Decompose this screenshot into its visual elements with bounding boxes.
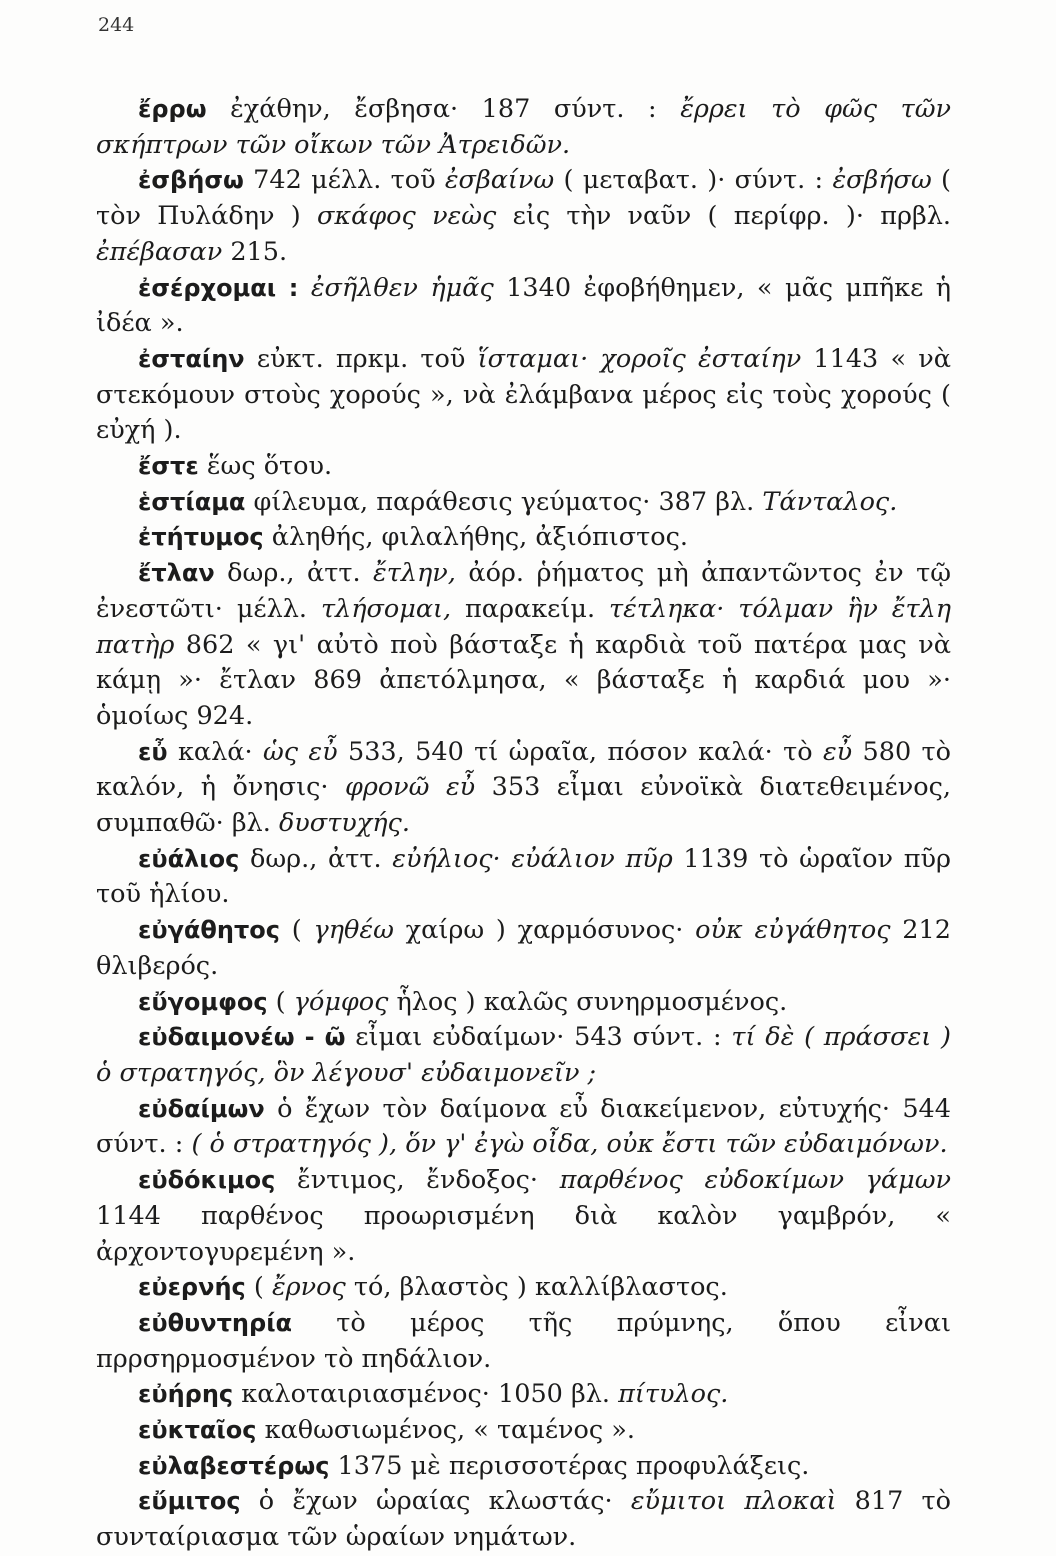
entry-citation: ἵσταμαι· χοροῖς ἐσταίην — [477, 343, 802, 374]
entry-definition: φίλευμα, παράθεσις γεύματος· 387 βλ. — [245, 486, 763, 517]
entry-lemma: ἔρρω — [138, 95, 207, 123]
entry-definition: τὸ μέρος τῆς πρύμνης, ὅπου εἶναι πρρσηρμοσμένον τὸ πηδάλιον. — [96, 1307, 951, 1374]
entry-citation: εὔμιτοι πλοκαὶ — [630, 1486, 837, 1517]
entry-citation: σκάφος νεὼς — [316, 201, 497, 232]
entry-definition: 353 εἶμαι εὐνοϊκὰ διατεθειμένος, συμπαθῶ· βλ. — [96, 772, 951, 839]
dictionary-entry — [96, 985, 951, 1021]
entry-definition: εὐκτ. πρκμ. τοῦ — [244, 343, 478, 374]
entry-definition: ἀληθής, φιλαλήθης, ἀξιόπιστος. — [263, 522, 688, 553]
entry-definition: καθωσιωμένος, « ταμένος ». — [256, 1415, 636, 1446]
entry-citation: ἔτλην, — [373, 558, 456, 589]
entry-citation: ἐσβήσω — [832, 165, 932, 196]
entry-definition: ( — [280, 915, 314, 946]
entry-lemma: ἐσβήσω — [138, 166, 244, 195]
dictionary-entry — [96, 1449, 951, 1485]
page-number: 244 — [98, 14, 135, 36]
entry-definition: τό, βλαστὸς ) καλλίβλαστος. — [345, 1272, 728, 1303]
entry-lemma: ἐτήτυμος — [138, 523, 264, 552]
entry-definition: καλοταιριασμένος· 1050 βλ. — [233, 1379, 619, 1410]
entry-lemma: ἔστε — [138, 452, 199, 481]
entry-lemma: εὖ — [138, 737, 168, 766]
entry-lemma: εὐερνής — [138, 1273, 246, 1302]
entry-definition: 212 θλιβερός. — [96, 915, 951, 981]
entry-lemma: εὐδόκιμος — [138, 1166, 276, 1195]
dictionary-entry — [96, 1484, 951, 1555]
entry-lemma: εὔμιτος — [138, 1487, 241, 1516]
entry-citation: τλήσομαι, — [320, 593, 452, 624]
dictionary-entry — [96, 449, 951, 485]
entry-definition: δωρ., ἀττ. — [239, 843, 393, 874]
entry-definition: ἐχάθην, ἔσβησα· 187 σύντ. : — [206, 94, 681, 124]
dictionary-entry — [96, 1020, 951, 1091]
entry-definition: 742 μέλλ. τοῦ — [243, 165, 445, 196]
entry-citation: τέτληκα· τόλμαν ἣν ἔτλη πατὴρ — [96, 593, 951, 660]
entry-citation: πίτυλος. — [618, 1379, 729, 1410]
entry-citation: δυστυχής. — [278, 808, 410, 839]
entry-citation: τί δὲ ( πράσσει ) ὁ στρατηγός, ὃν λέγουσ' εὐδαιμονεῖν ; — [96, 1022, 952, 1088]
entry-citation: εὐήλιος· εὐάλιον πῦρ — [392, 843, 673, 874]
entry-citation: οὐκ εὐγάθητος — [695, 915, 891, 946]
entry-lemma: εὐήρης — [138, 1380, 234, 1409]
dictionary-entry — [96, 1413, 951, 1449]
dictionary-entry — [96, 92, 951, 163]
entry-definition: 580 τὸ καλόν, ἡ ὄνησις· — [96, 736, 951, 803]
entry-definition — [298, 273, 310, 303]
entry-definition: ὁ ἔχων ὡραίας κλωστάς· — [240, 1486, 631, 1517]
entry-lemma: εὐδαίμων — [138, 1094, 265, 1123]
dictionary-entry — [96, 735, 951, 842]
entry-lemma: εὐκταῖος — [138, 1416, 257, 1445]
dictionary-entry — [96, 1163, 951, 1270]
entry-lemma: ἔτλαν — [138, 559, 215, 588]
entry-citation: γόμφος — [293, 986, 389, 1017]
entry-definition: ἧλος ) καλῶς συνηρμοσμένος. — [388, 986, 788, 1017]
entry-definition: δωρ., ἀττ. — [214, 558, 374, 589]
entry-definition: χαίρω ) χαρμόσυνος· — [393, 915, 696, 946]
entry-lemma: ἑστίαμα — [138, 487, 246, 516]
entry-lemma: εὐδαιμονέω - ῶ — [138, 1023, 346, 1052]
entry-citation: ἔρνος — [271, 1272, 346, 1303]
entry-lemma: εὐγάθητος — [138, 916, 281, 945]
entry-list — [96, 92, 951, 1556]
entry-definition: ( — [245, 1272, 272, 1303]
entry-definition: 1139 τὸ ὡραῖον πῦρ τοῦ ἡλίου. — [96, 843, 951, 910]
entry-definition: ἕως ὅτου. — [198, 451, 333, 482]
entry-definition: 817 τὸ συνταίριασμα τῶν ὡραίων νημάτων. — [96, 1486, 951, 1553]
entry-definition: 862 « γι' αὐτὸ ποὺ βάσταξε ἡ καρδιὰ τοῦ πατέρα μας νὰ κάμῃ »· ἔτλαν 869 ἀπετόλμησα, « βάσταξε ἡ καρδιά μου »· ὁμοίως 924. — [96, 629, 951, 731]
entry-definition: 215. — [222, 236, 288, 267]
entry-definition: ὁ ἔχων τὸν δαίμονα εὖ διακείμενον, εὐτυχής· 544 σύντ. : — [96, 1093, 951, 1160]
entry-definition: ( μεταβατ. )· σύντ. : — [554, 165, 833, 196]
dictionary-entry — [96, 842, 951, 913]
dictionary-entry — [96, 913, 951, 984]
dictionary-entry — [96, 342, 951, 449]
entry-definition: παρακείμ. — [451, 593, 609, 624]
dictionary-entry — [96, 485, 951, 521]
entry-lemma: εὐάλιος — [138, 844, 240, 873]
entry-lemma: εὐλαβεστέρως — [138, 1451, 330, 1480]
entry-lemma: ἐσέρχομαι : — [138, 273, 299, 302]
entry-definition: 1144 παρθένος προωρισμένη διὰ καλὸν γαμβρόν, « ἀρχοντογυρεμένη ». — [96, 1200, 951, 1267]
entry-definition: εἶμαι εὐδαίμων· 543 σύντ. : — [345, 1022, 732, 1053]
dictionary-entry — [96, 1092, 951, 1163]
entry-lemma: ἐσταίην — [138, 344, 245, 373]
entry-citation: Τάνταλος. — [762, 486, 898, 517]
entry-citation: ἐπέβασαν — [96, 236, 223, 267]
entry-definition: 1143 « νὰ στεκόμουν στοὺς χορούς », νὰ ἐλάμβανα μέρος εἰς τοὺς χορούς ( εὐχή ). — [96, 343, 951, 446]
dictionary-entry — [96, 1270, 951, 1306]
entry-citation: παρθένος εὐδοκίμων γάμων — [559, 1165, 951, 1196]
entry-definition: εἰς τὴν ναῦν ( περίφρ. )· πρβλ. — [496, 201, 951, 232]
entry-citation: εὖ — [822, 736, 853, 767]
entry-definition: ἔντιμος, ἔνδοξος· — [275, 1165, 560, 1196]
entry-definition: ἀόρ. ῥήματος μὴ ἀπαντῶντος ἐν τῷ ἐνεστῶτι· μέλλ. — [96, 558, 951, 624]
dictionary-entry — [96, 163, 951, 270]
dictionary-entry — [96, 1377, 951, 1413]
entry-definition: 1340 ἐφοβήθημεν, « μᾶς μπῆκε ἡ ἰδέα ». — [96, 272, 952, 339]
entry-citation: ( ὁ στρατηγός ), ὅν γ' ἐγὼ οἶδα, οὐκ ἔστι τῶν εὐδαιμόνων. — [191, 1129, 948, 1160]
dictionary-entry — [96, 1306, 951, 1377]
entry-citation: γηθέω — [313, 915, 394, 946]
entry-lemma: εὐθυντηρία — [138, 1308, 293, 1337]
entry-citation: ὡς εὖ — [262, 736, 338, 767]
entry-definition: ( τὸν Πυλάδην ) — [96, 165, 951, 232]
dictionary-entry — [96, 556, 951, 735]
entry-definition: ( — [267, 986, 294, 1017]
entry-definition: καλά· — [167, 736, 263, 767]
entry-definition: 533, 540 τί ὡραῖα, πόσον καλά· τὸ — [337, 736, 823, 767]
dictionary-entry — [96, 271, 951, 342]
dictionary-entry — [96, 520, 951, 556]
entry-citation: ἐσβαίνω — [444, 165, 555, 196]
entry-citation: ἐσῆλθεν ἡμᾶς — [310, 272, 494, 303]
entry-definition: 1375 μὲ περισσοτέρας προφυλάξεις. — [329, 1450, 810, 1481]
entry-citation: ἔρρει τὸ φῶς τῶν σκήπτρων τῶν οἴκων τῶν Ἀτρειδῶν. — [96, 94, 951, 160]
entry-citation: φρονῶ εὖ — [344, 772, 476, 803]
entry-lemma: εὔγομφος — [138, 987, 268, 1016]
